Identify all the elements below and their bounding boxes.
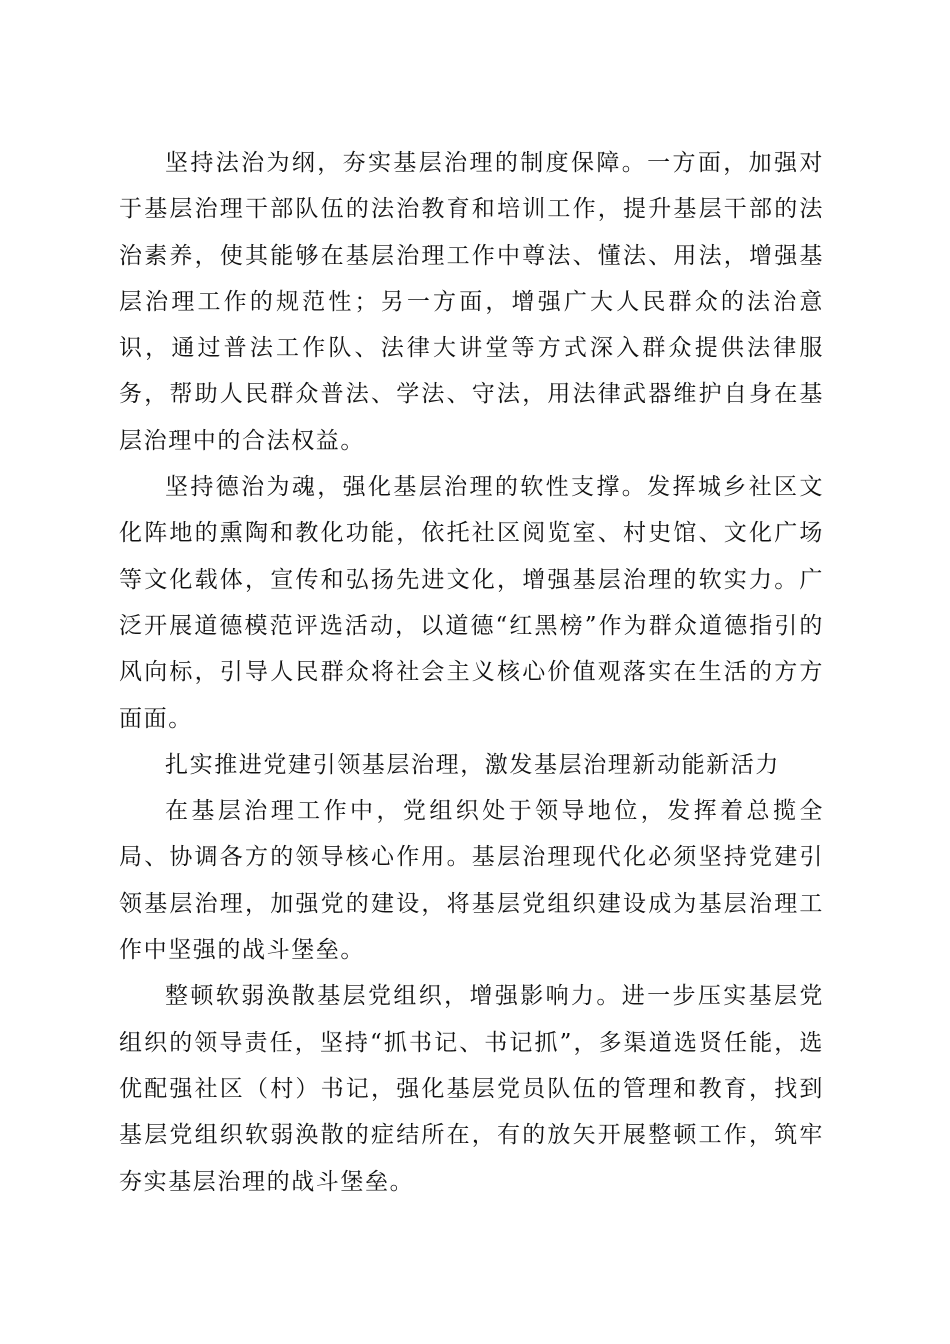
paragraph-rule-of-virtue: 坚持德治为魂，强化基层治理的软性支撑。发挥城乡社区文化阵地的熏陶和教化功能，依托社区阅览室、村史馆、文化广场等文化载体，宣传和弘扬先进文化，增强基层治理的软实力。广泛开展道德模范评选活动，以道德“红黑榜”作为群众道德指引的风向标，引导人民群众将社会主义核心价值观落实在生活的方方面面。	[119, 474, 824, 732]
paragraph-rectify-party-organizations: 整顿软弱涣散基层党组织，增强影响力。进一步压实基层党组织的领导责任，坚持“抓书记、书记抓”，多渠道选贤任能，选优配强社区（村）书记，强化基层党员队伍的管理和教育，找到基层党组织软弱涣散的症结所在，有的放矢开展整顿工作，筑牢夯实基层治理的战斗堡垒。	[119, 983, 824, 1195]
document-body	[119, 140, 824, 1205]
section-heading-party-building: 扎实推进党建引领基层治理，激发基层治理新动能新活力	[165, 751, 780, 778]
paragraph-rule-of-law: 坚持法治为纲，夯实基层治理的制度保障。一方面，加强对于基层治理干部队伍的法治教育和培训工作，提升基层干部的法治素养，使其能够在基层治理工作中尊法、懂法、用法，增强基层治理工作的规范性；另一方面，增强广大人民群众的法治意识，通过普法工作队、法律大讲堂等方式深入群众提供法律服务，帮助人民群众普法、学法、守法，用法律武器维护自身在基层治理中的合法权益。	[119, 150, 824, 454]
paragraph-party-leadership: 在基层治理工作中，党组织处于领导地位，发挥着总揽全局、协调各方的领导核心作用。基层治理现代化必须坚持党建引领基层治理，加强党的建设，将基层党组织建设成为基层治理工作中坚强的战斗堡垒。	[119, 798, 824, 964]
